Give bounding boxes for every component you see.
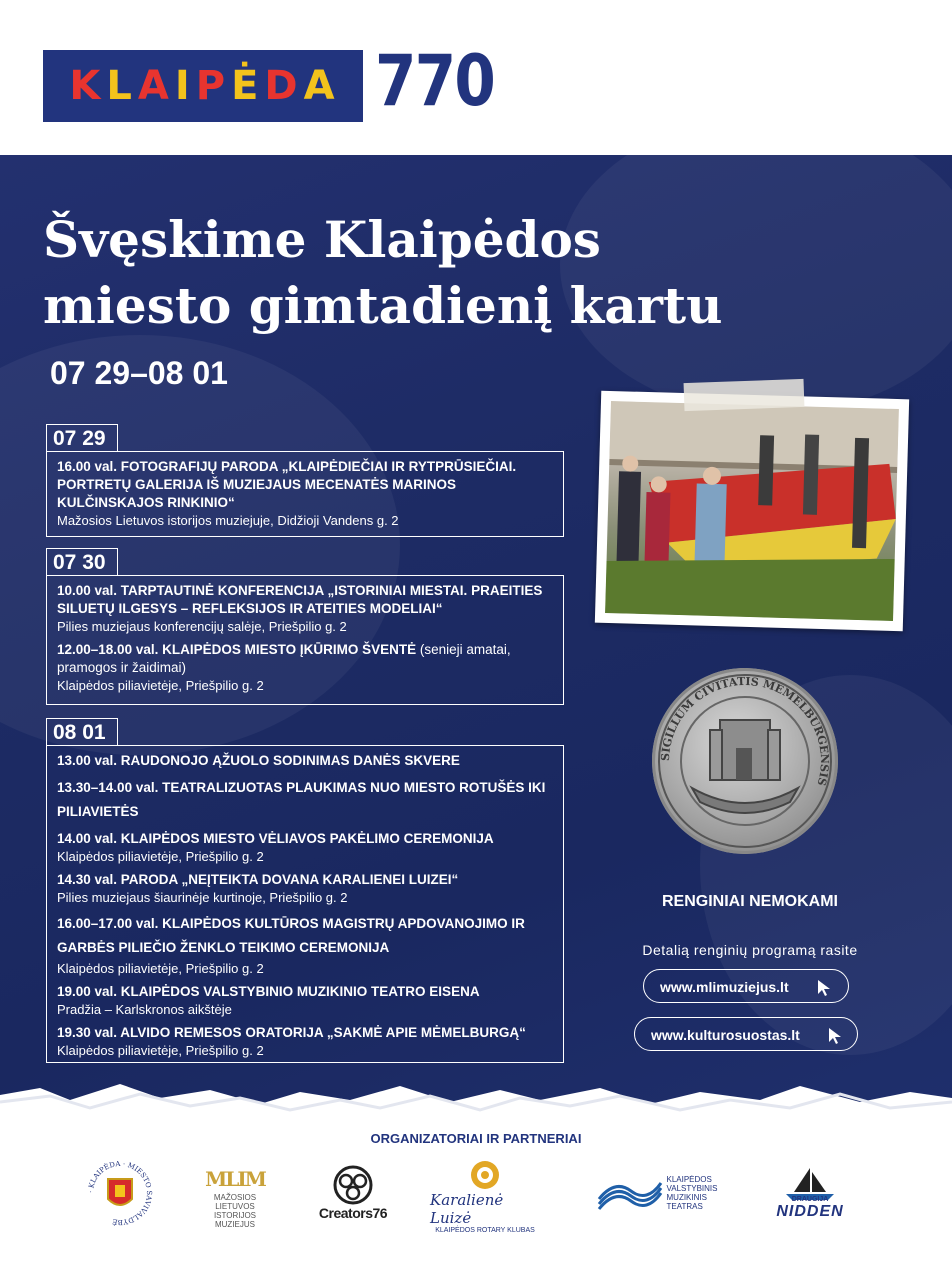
poster-main [0,155,952,1115]
event-item [57,776,553,824]
event-title: 19.00 val. KLAIPĖDOS VALSTYBINIO MUZIKINIO TEATRO EISENA [57,984,480,999]
logo-number: 770 [375,40,495,122]
logo-letter: K [69,63,103,109]
seal-inscription: SIGILLUM CIVITATIS MEMELBURGENSIS [658,674,832,788]
event-item [57,1024,553,1059]
cursor-icon [827,1027,843,1045]
event-item [57,641,553,694]
page-title [43,207,722,339]
logo-letter: Ė [231,63,261,109]
logo-letter: A [303,63,337,109]
logo-letter: L [106,63,134,109]
event-location: Klaipėdos piliavietėje, Priešpilio g. 2 [57,849,264,864]
event-location: Pilies muziejaus šiaurinėje kurtinoje, Priešpilio g. 2 [57,890,348,905]
day-schedule [46,745,564,1063]
historic-seal [652,668,838,854]
title-line-1: Švęskime Klaipėdos [43,210,601,269]
day-schedule [46,451,564,537]
event-item [57,458,553,529]
mlim-mark: MLIM [205,1167,265,1191]
luize-sub: KLAIPĖDOS ROTARY KLUBAS [435,1226,535,1234]
event-item [57,830,553,865]
event-location: Pradžia – Karlskronos aikštėje [57,1002,232,1017]
mlim-text [214,1193,256,1229]
logo-letter: I [174,63,192,109]
day-label: 08 01 [46,718,118,746]
event-location: Pilies muziejaus konferencijų salėje, Priešpilio g. 2 [57,619,347,634]
program-info: Detalią renginių programą rasite [642,942,858,958]
rotary-logo [430,1158,540,1234]
free-events-label: RENGINIAI NEMOKAMI [662,893,838,910]
event-title: 14.30 val. PARODA „NEĮTEIKTA DOVANA KARALIENEI LUIZEI“ [57,872,459,887]
luize-name: Karalienė Luizė [430,1190,504,1227]
event-title: 19.30 val. ALVIDO REMESOS ORATORIJA „SAKMĖ APIE MĖMELBURGĄ“ [57,1025,526,1040]
teatras-line: MUZIKINIS [666,1193,707,1202]
rotary-wheel-icon [469,1159,501,1191]
savivaldybe-ring-text: · KLAIPĖDA · MIESTO SAVIVALDYBĖ [86,1159,154,1227]
day-label: 07 30 [46,548,118,576]
event-location: Klaipėdos piliavietėje, Priešpilio g. 2 [57,678,264,693]
seal-emblem [652,668,838,854]
event-title: 16.00–17.00 val. KLAIPĖDOS KULTŪROS MAGISTRŲ APDOVANOJIMO IR GARBĖS PILIEČIO ŽENKLO TEIKIMO CEREMONIJA [57,916,525,955]
teatras-logo [592,1158,722,1228]
teatras-line: VALSTYBINIS [666,1184,718,1193]
event-item [57,752,553,770]
title-line-2: miesto gimtadienį kartu [43,276,723,335]
event-item [57,983,553,1018]
nidden-text: NIDDEN [776,1202,844,1220]
klaipeda-logo [43,50,363,122]
event-title: 13.30–14.00 val. TEATRALIZUOTAS PLAUKIMAS NUO MIESTO ROTUŠĖS IKI PILIAVIETĖS [57,780,546,819]
wave-icon [597,1173,663,1213]
event-location: Mažosios Lietuvos istorijos muziejuje, Didžioji Vandens g. 2 [57,513,399,528]
link-mlimuziejus[interactable] [643,969,849,1003]
triskelion-icon [331,1165,375,1205]
event-location: Klaipėdos piliavietėje, Priešpilio g. 2 [57,1043,264,1058]
link-text: www.kulturosuostas.lt [651,1027,800,1043]
creators76-logo [308,1158,398,1228]
header [0,0,952,155]
cursor-icon [816,979,832,997]
day-schedule [46,575,564,705]
medieval-procession-illustration [605,401,899,621]
event-title: 14.00 val. KLAIPĖDOS MIESTO VĖLIAVOS PAKĖLIMO CEREMONIJA [57,831,494,846]
mlim-line: LIETUVOS [215,1202,255,1211]
savivaldybe-emblem [86,1159,154,1227]
logo-letter: D [264,63,300,109]
day-label: 07 29 [46,424,118,452]
event-item [57,871,553,906]
teatras-line: KLAIPĖDOS [666,1175,712,1184]
mlim-line: ISTORIJOS [213,1211,257,1220]
teatras-text [667,1175,718,1211]
logo-letter: P [195,63,228,109]
teatras-line: TEATRAS [666,1202,703,1211]
event-location: Klaipėdos piliavietėje, Priešpilio g. 2 [57,961,264,976]
event-photo [595,391,909,632]
photo-image [605,401,899,621]
torn-edge [0,1070,952,1130]
logo-letter: A [137,63,171,109]
event-item [57,582,553,635]
link-kulturosuostas[interactable] [634,1017,858,1051]
event-title: 16.00 val. FOTOGRAFIJŲ PARODA „KLAIPĖDIEČIAI IR RYTPRŪSIEČIAI. PORTRETŲ GALERIJA IŠ MUZIEJAUS MECENATĖS MARINOS KULČINSKAJOS RINKINIO“ [57,459,517,510]
event-title [57,641,553,677]
event-title-text: 12.00–18.00 val. KLAIPĖDOS MIESTO ĮKŪRIMO ŠVENTĖ [57,642,417,657]
nidden-logo [760,1158,860,1228]
savivaldybe-logo [80,1158,160,1228]
event-note: (senieji amatai, pramogos ir žaidimai) [57,642,511,675]
mlim-line: MAŽOSIOS [213,1193,257,1202]
event-item [57,912,553,977]
mlim-line: MUZIEJUS [214,1220,255,1229]
event-title: 10.00 val. TARPTAUTINĖ KONFERENCIJA „ISTORINIAI MIESTAI. PRAEITIES SILUETŲ ILGESYS – REFLEKSIJOS IR ATEITIES MODELIAI“ [57,583,543,616]
link-text: www.mlimuziejus.lt [660,979,789,995]
partners-title: ORGANIZATORIAI IR PARTNERIAI [370,1131,582,1146]
photo-tape [684,379,805,411]
event-dates: 07 29–08 01 [50,355,228,391]
mlim-logo [200,1158,270,1238]
event-title: 13.00 val. RAUDONOJO ĄŽUOLO SODINIMAS DANĖS SKVERE [57,753,460,768]
creators-text: Creators76 [318,1205,388,1221]
nidden-small: DRAUGIJA [791,1195,829,1203]
